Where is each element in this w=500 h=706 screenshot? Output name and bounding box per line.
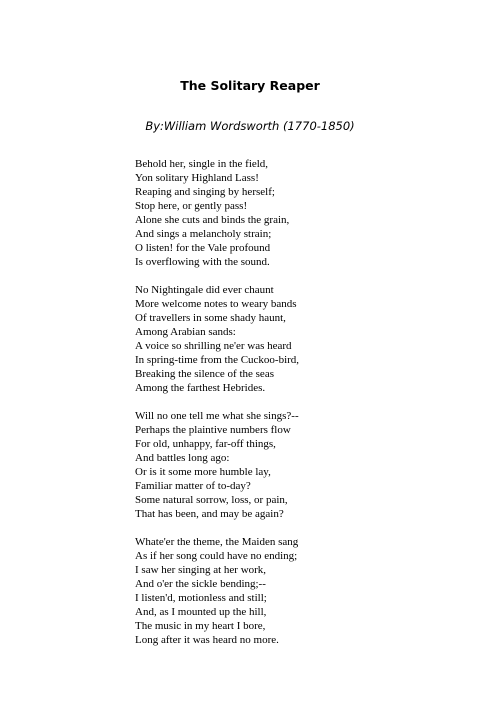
poem-line: I listen'd, motionless and still;: [135, 592, 267, 604]
poem-line: Long after it was heard no more.: [135, 634, 279, 646]
poem-line: That has been, and may be again?: [135, 508, 284, 520]
poem-line: For old, unhappy, far-off things,: [135, 438, 276, 450]
poem-body: [135, 157, 475, 661]
poem-line: A voice so shrilling ne'er was heard: [135, 340, 292, 352]
poem-line: Reaping and singing by herself;: [135, 186, 275, 198]
poem-line: I saw her singing at her work,: [135, 564, 267, 576]
poem-line: Behold her, single in the field,: [135, 158, 269, 170]
poem-line: Alone she cuts and binds the grain,: [135, 214, 290, 226]
poem-line: Stop here, or gently pass!: [135, 200, 248, 212]
poem-line: In spring-time from the Cuckoo-bird,: [135, 354, 300, 366]
poem-line: And battles long ago:: [135, 452, 230, 464]
poem-line: The music in my heart I bore,: [135, 620, 266, 632]
poem-line: And o'er the sickle bending;--: [135, 578, 266, 590]
author-byline: By:William Wordsworth (1770-1850): [145, 119, 355, 133]
poem-line: As if her song could have no ending;: [135, 550, 298, 562]
poem-line: Of travellers in some shady haunt,: [135, 312, 286, 324]
poem-title: The Solitary Reaper: [180, 78, 320, 93]
poem-line: Familiar matter of to-day?: [135, 480, 251, 492]
poem-line: And, as I mounted up the hill,: [135, 606, 267, 618]
poem-line: Breaking the silence of the seas: [135, 368, 274, 380]
stanza-4: [135, 535, 475, 647]
poem-line: O listen! for the Vale profound: [135, 242, 271, 254]
poem-line: More welcome notes to weary bands: [135, 298, 297, 310]
poem-line: Among Arabian sands:: [135, 326, 236, 338]
stanza-3: [135, 409, 475, 521]
poem-line: Yon solitary Highland Lass!: [135, 172, 259, 184]
poem-line: And sings a melancholy strain;: [135, 228, 272, 240]
stanza-1: [135, 157, 475, 269]
poem-line: Or is it some more humble lay,: [135, 466, 271, 478]
poem-line: Is overflowing with the sound.: [135, 256, 270, 268]
poem-line: Among the farthest Hebrides.: [135, 382, 266, 394]
poem-line: Some natural sorrow, loss, or pain,: [135, 494, 288, 506]
poem-line: Will no one tell me what she sings?--: [135, 410, 299, 422]
poem-line: No Nightingale did ever chaunt: [135, 284, 274, 296]
poem-line: Whate'er the theme, the Maiden sang: [135, 536, 299, 548]
stanza-2: [135, 283, 475, 395]
poem-line: Perhaps the plaintive numbers flow: [135, 424, 291, 436]
